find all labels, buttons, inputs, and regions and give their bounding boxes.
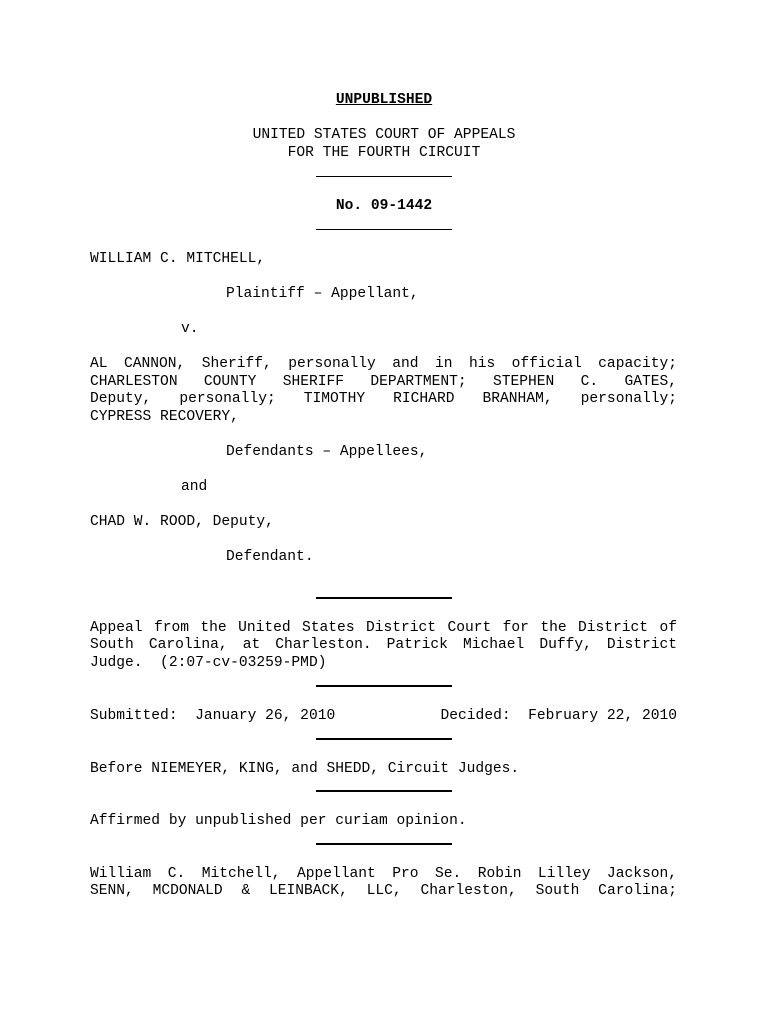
counsel-line: SENN, MCDONALD & LEINBACK, LLC, Charleston, South Carolina; — [90, 883, 677, 899]
decided-date: Decided: February 22, 2010 — [440, 708, 677, 724]
versus: v. — [181, 321, 199, 337]
other-defendant-role: Defendant. — [226, 549, 314, 565]
divider — [316, 176, 452, 177]
court-name-line2: FOR THE FOURTH CIRCUIT — [287, 145, 481, 161]
divider — [316, 738, 452, 740]
divider — [316, 843, 452, 845]
defendants-line: AL CANNON, Sheriff, personally and in his official capacity; — [90, 356, 677, 372]
unpublished-label: UNPUBLISHED — [335, 92, 433, 108]
defendants-line: CHARLESTON COUNTY SHERIFF DEPARTMENT; STEPHEN C. GATES, — [90, 374, 677, 390]
appeal-line: South Carolina, at Charleston. Patrick Michael Duffy, District — [90, 637, 677, 653]
counsel-line: William C. Mitchell, Appellant Pro Se. Robin Lilley Jackson, — [90, 866, 677, 882]
case-number: No. 09-1442 — [335, 198, 433, 214]
disposition: Affirmed by unpublished per curiam opinion. — [90, 813, 467, 829]
submitted-date: Submitted: January 26, 2010 — [90, 708, 336, 724]
appeal-line: Appeal from the United States District Court for the District of — [90, 620, 677, 636]
divider — [316, 229, 452, 230]
court-name-line1: UNITED STATES COURT OF APPEALS — [252, 127, 516, 143]
defendants-line: CYPRESS RECOVERY, — [90, 409, 239, 425]
plaintiff-role: Plaintiff – Appellant, — [226, 286, 419, 302]
plaintiff-name: WILLIAM C. MITCHELL, — [90, 251, 266, 267]
divider — [316, 790, 452, 792]
conjunction: and — [181, 479, 208, 495]
other-defendant-name: CHAD W. ROOD, Deputy, — [90, 514, 274, 530]
appeal-line: Judge. (2:07-cv-03259-PMD) — [90, 655, 327, 671]
divider — [316, 685, 452, 687]
divider — [316, 597, 452, 599]
defendants-line: Deputy, personally; TIMOTHY RICHARD BRANHAM, personally; — [90, 391, 677, 407]
defendants-role: Defendants – Appellees, — [226, 444, 428, 460]
panel-judges: Before NIEMEYER, KING, and SHEDD, Circuit Judges. — [90, 761, 520, 777]
